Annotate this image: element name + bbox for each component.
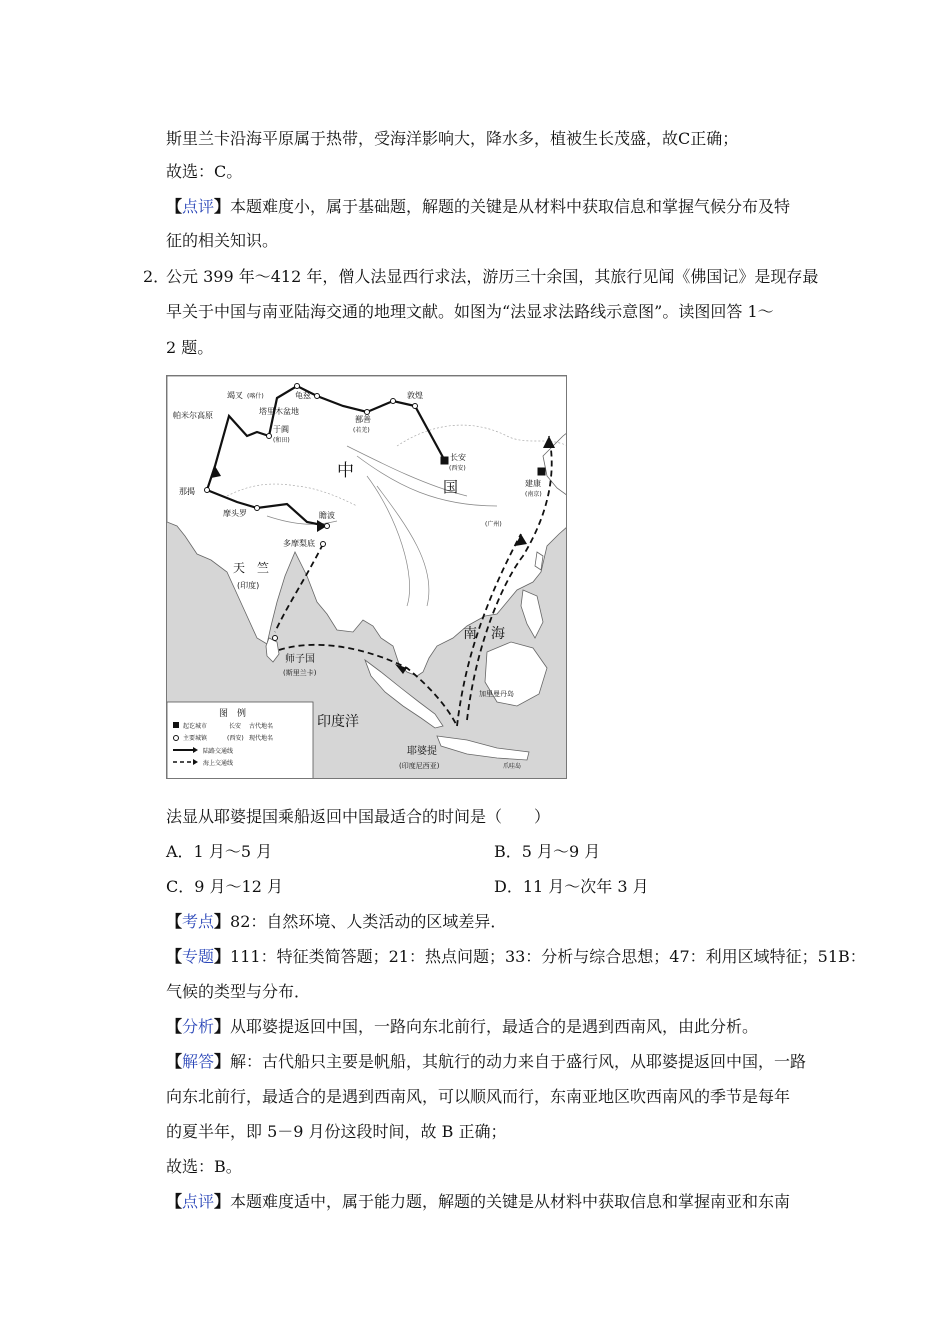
label-changan-mod: (西安) bbox=[449, 465, 466, 472]
text-line: 斯里兰卡沿海平原属于热带，受海洋影响大，降水多，植被生长茂盛，故C正确； bbox=[166, 129, 739, 148]
bracket-close: 】 bbox=[214, 947, 231, 966]
label-yutian: 于阗 bbox=[273, 425, 289, 434]
label-shanshan: 鄯善 bbox=[355, 415, 371, 424]
legend-land: 陆路交通线 bbox=[203, 748, 234, 755]
label-dunhuang: 敦煌 bbox=[407, 391, 423, 400]
option-c: C．9 月～12 月 bbox=[166, 877, 283, 896]
bracket-close: 】 bbox=[214, 1192, 231, 1211]
label-south-sea: 南 海 bbox=[463, 626, 505, 642]
zhuanti-line bbox=[166, 946, 866, 968]
label-jiecha-mod: (喀什) bbox=[247, 393, 264, 400]
label-changan: 长安 bbox=[450, 453, 466, 462]
comment-text: 本题难度小，属于基础题，解题的关键是从材料中获取信息和掌握气候分布及特 bbox=[230, 197, 791, 216]
label-motouluo: 摩头罗 bbox=[223, 509, 247, 518]
label-tianzhu: 天 竺 bbox=[233, 561, 270, 575]
comment-line-cont: 征的相关知识。 bbox=[166, 231, 279, 250]
label-guizi: 龟兹 bbox=[295, 391, 311, 400]
label-shanshan-mod: (若羌) bbox=[353, 427, 370, 434]
option-a: A．1 月～5 月 bbox=[166, 842, 273, 861]
label-jiecha: 竭叉 bbox=[227, 391, 243, 400]
label-pamir: 帕米尔高原 bbox=[173, 411, 213, 420]
label-zhanbo: 瞻波 bbox=[319, 511, 335, 520]
label-jiankang-mod: (南京) bbox=[525, 491, 542, 498]
label-yutian-mod: (和田) bbox=[273, 437, 290, 444]
fenxi-line bbox=[166, 1016, 758, 1038]
label-borneo: 加里曼丹岛 bbox=[479, 690, 514, 698]
answer-line: 故选：B。 bbox=[166, 1157, 242, 1176]
legend-sea: 海上交通线 bbox=[203, 760, 234, 767]
label-guangzhou: (广州) bbox=[485, 521, 502, 528]
comment-line bbox=[166, 196, 790, 218]
comment-text: 本题难度适中，属于能力题，解题的关键是从材料中获取信息和掌握南亚和东南 bbox=[230, 1192, 791, 1211]
bracket-open: 【 bbox=[166, 1192, 183, 1211]
legend-modern-example: (西安) bbox=[227, 735, 244, 742]
label-tianzhu-mod: (印度) bbox=[237, 581, 260, 590]
bracket-open: 【 bbox=[166, 912, 183, 931]
fenxi-tag: 分析 bbox=[182, 1017, 215, 1036]
label-shiziguo: 师子国 bbox=[285, 654, 315, 665]
legend-origin: 起讫城市 bbox=[183, 723, 208, 730]
label-naluo: 那揭 bbox=[179, 487, 195, 496]
kaodian-text: 82：自然环境、人类活动的区域差异． bbox=[230, 912, 507, 931]
label-taklimakan: 塔里木盆地 bbox=[259, 407, 299, 416]
legend-ancient-example: 长安 bbox=[229, 723, 242, 730]
label-yepoti: 耶婆提 bbox=[407, 746, 437, 757]
bracket-open: 【 bbox=[166, 1017, 183, 1036]
legend-ancient-label: 古代地名 bbox=[249, 723, 274, 730]
comment-line bbox=[166, 1191, 790, 1213]
fenxi-text: 从耶婆提返回中国，一路向东北前行，最适合的是遇到西南风，由此分析。 bbox=[230, 1017, 759, 1036]
comment-tag: 点评 bbox=[182, 197, 215, 216]
bracket-open: 【 bbox=[166, 1052, 183, 1071]
label-duomolidi: 多摩梨底 bbox=[283, 539, 315, 548]
legend-title: 图 例 bbox=[219, 709, 247, 719]
label-china-1: 中 bbox=[337, 461, 354, 481]
answer-line: 故选：C。 bbox=[166, 162, 243, 181]
label-shiziguo-mod: (斯里兰卡) bbox=[283, 669, 317, 677]
label-jiankang: 建康 bbox=[525, 479, 541, 488]
legend-modern-label: 现代地名 bbox=[249, 735, 274, 742]
bracket-close: 】 bbox=[214, 197, 231, 216]
bracket-close: 】 bbox=[214, 1017, 231, 1036]
bracket-open: 【 bbox=[166, 947, 183, 966]
zhuanti-tag: 专题 bbox=[182, 947, 215, 966]
question-line: 公元 399 年～412 年，僧人法显西行求法，游历三十余国，其旅行见闻《佛国记》是现存最 bbox=[166, 267, 819, 286]
question-stem: 法显从耶婆提国乘船返回中国最适合的时间是（ ） bbox=[166, 807, 551, 826]
bracket-open: 【 bbox=[166, 197, 183, 216]
jieda-line bbox=[166, 1051, 806, 1073]
zhuanti-line-cont: 气候的类型与分布． bbox=[166, 982, 311, 1001]
zhuanti-text: 111：特征类简答题；21：热点问题；33：分析与综合思想；47：利用区域特征；51B： bbox=[230, 947, 866, 966]
label-yepoti-mod: (印度尼西亚) bbox=[399, 762, 440, 770]
bracket-close: 】 bbox=[214, 1052, 231, 1071]
label-java: 爪哇岛 bbox=[503, 763, 522, 770]
label-china-2: 国 bbox=[443, 478, 459, 496]
jieda-text: 解：古代船只主要是帆船，其航行的动力来自于盛行风，从耶婆提返回中国，一路 bbox=[230, 1052, 807, 1071]
option-b: B．5 月～9 月 bbox=[494, 842, 601, 861]
jieda-line-2: 向东北前行，最适合的是遇到西南风，可以顺风而行，东南亚地区吹西南风的季节是每年 bbox=[166, 1087, 791, 1106]
jieda-line-3: 的夏半年，即 5－9 月份这段时间，故 B 正确； bbox=[166, 1122, 507, 1141]
option-d: D．11 月～次年 3 月 bbox=[494, 877, 649, 896]
bracket-close: 】 bbox=[214, 912, 231, 931]
legend-major: 主要城镇 bbox=[183, 735, 208, 742]
route-map bbox=[166, 375, 567, 779]
question-number: 2． bbox=[143, 267, 170, 286]
kaodian-tag: 考点 bbox=[182, 912, 215, 931]
question-line: 早关于中国与南亚陆海交通的地理文献。如图为“法显求法路线示意图”。读图回答 1～ bbox=[166, 302, 774, 321]
label-indian-ocean: 印度洋 bbox=[317, 714, 359, 730]
comment-tag: 点评 bbox=[182, 1192, 215, 1211]
jieda-tag: 解答 bbox=[182, 1052, 215, 1071]
map-legend bbox=[167, 702, 313, 779]
kaodian-line bbox=[166, 911, 506, 933]
question-line: 2 题。 bbox=[166, 338, 214, 357]
